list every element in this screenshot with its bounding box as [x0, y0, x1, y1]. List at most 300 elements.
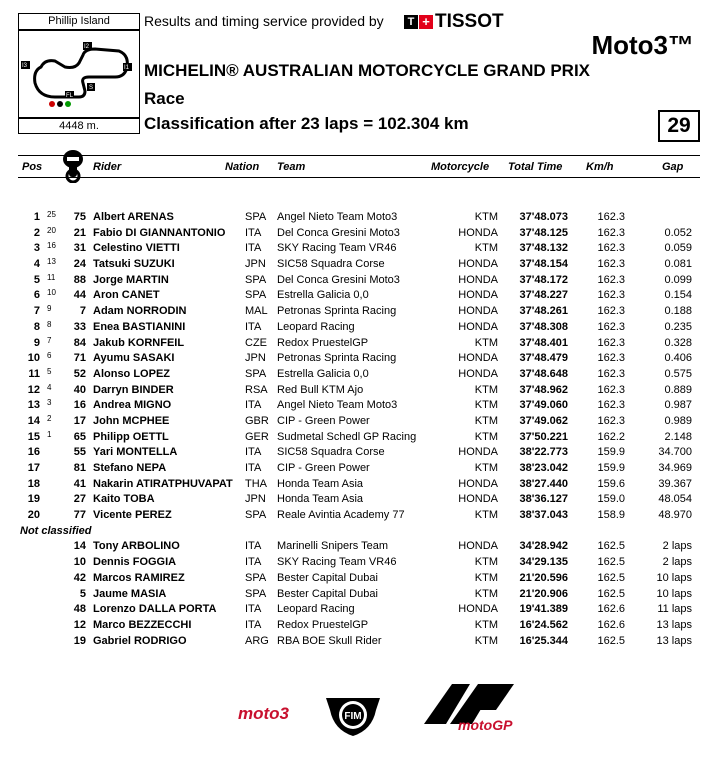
total-time: 34'29.135: [519, 556, 568, 569]
col-kmh: Km/h: [586, 161, 614, 173]
rider-number: 24: [73, 258, 86, 271]
team: Red Bull KTM Ajo: [277, 383, 364, 396]
motorcycle: HONDA: [458, 493, 498, 506]
nation: ARG: [245, 634, 269, 647]
position: 12: [27, 383, 40, 396]
total-time: 37'49.060: [519, 399, 568, 412]
speed-kmh: 162.3: [597, 399, 625, 412]
sector-i3-label: I3: [22, 63, 28, 69]
speed-kmh: 162.2: [597, 430, 625, 443]
motorcycle: HONDA: [458, 367, 498, 380]
total-time: 37'48.308: [519, 320, 568, 333]
rider-number: 27: [73, 493, 86, 506]
nation: JPN: [245, 352, 266, 365]
gap: 34.700: [658, 446, 692, 459]
position: 1: [33, 211, 40, 223]
sector-s-label: S: [89, 85, 94, 91]
grid-position: 9: [47, 304, 52, 314]
rider-number: 48: [73, 603, 86, 616]
speed-kmh: 162.3: [597, 414, 625, 427]
motorcycle: HONDA: [458, 477, 498, 490]
team: SKY Racing Team VR46: [277, 556, 397, 569]
nation: CZE: [245, 336, 267, 349]
table-row: [0, 588, 720, 604]
speed-kmh: 162.3: [597, 273, 625, 286]
col-gap: Gap: [662, 161, 684, 173]
rider-number: 44: [73, 289, 86, 302]
motorcycle: HONDA: [458, 540, 498, 553]
team: SIC58 Squadra Corse: [277, 446, 385, 459]
total-time: 38'27.440: [519, 477, 568, 490]
nation: SPA: [245, 587, 267, 600]
nation: ITA: [245, 462, 262, 474]
nation: SPA: [245, 273, 267, 286]
rider-number: 84: [73, 336, 86, 349]
speed-kmh: 159.0: [597, 493, 625, 506]
gap: 0.987: [664, 399, 692, 412]
rider-number: 77: [73, 509, 86, 522]
total-time: 37'48.073: [519, 211, 568, 223]
team: Marinelli Snipers Team: [277, 540, 389, 553]
grid-position: 25: [47, 210, 56, 219]
position: 20: [27, 509, 40, 522]
table-row: [0, 415, 720, 431]
rider-helmet-icon: [60, 149, 86, 188]
motorcycle: HONDA: [458, 352, 498, 365]
nation: ITA: [245, 446, 262, 459]
rider-name: Jaume MASIA: [93, 587, 167, 600]
team: Angel Nieto Team Moto3: [277, 399, 398, 412]
rider-number: 17: [73, 414, 86, 427]
gap: 34.969: [658, 462, 692, 474]
gap: 0.235: [664, 320, 692, 333]
gap: 39.367: [658, 477, 692, 490]
speed-kmh: 162.3: [597, 367, 625, 380]
nation: ITA: [245, 540, 262, 553]
motorcycle: KTM: [474, 618, 498, 631]
motorcycle: KTM: [474, 211, 498, 223]
nation: ITA: [245, 603, 262, 616]
team: Estrella Galicia 0,0: [277, 367, 369, 380]
rider-name: Philipp OETTL: [93, 430, 169, 443]
speed-kmh: 162.5: [597, 571, 625, 584]
team: Leopard Racing: [277, 320, 355, 333]
motorcycle: HONDA: [458, 603, 498, 616]
team: Petronas Sprinta Racing: [277, 352, 397, 365]
motorcycle: HONDA: [458, 258, 498, 271]
rider-number: 40: [73, 383, 86, 396]
table-row: [0, 321, 720, 337]
motorcycle: HONDA: [458, 289, 498, 302]
table-row: [0, 289, 720, 305]
table-row: [0, 352, 720, 368]
motorcycle: KTM: [474, 634, 498, 647]
rider-name: Jakub KORNFEIL: [93, 336, 185, 349]
page-number-box: 29: [658, 110, 700, 142]
total-time: 37'50.221: [519, 430, 568, 443]
tissot-logo: T + TISSOT: [404, 12, 504, 32]
grid-position: 10: [47, 288, 56, 298]
table-row: [0, 258, 720, 274]
motorcycle: HONDA: [458, 226, 498, 239]
session-title: Race: [144, 89, 185, 108]
grid-position: 8: [47, 319, 52, 329]
position: 4: [33, 258, 40, 271]
table-row: [0, 446, 720, 462]
table-row: [0, 399, 720, 415]
gap: 0.081: [664, 258, 692, 271]
table-row: [0, 493, 720, 509]
col-rider: Rider: [93, 161, 122, 173]
rider-name: Andrea MIGNO: [93, 399, 172, 412]
rider-name: Marco BEZZECCHI: [93, 618, 192, 631]
position: 11: [28, 367, 40, 380]
rider-number: 33: [73, 320, 86, 333]
motorcycle: HONDA: [458, 320, 498, 333]
position: 3: [33, 242, 40, 255]
track-length: 4448 m.: [18, 118, 140, 134]
table-row: [0, 337, 720, 353]
nation: ITA: [245, 399, 262, 412]
col-motorcycle: Motorcycle: [431, 161, 490, 173]
fim-logo: [322, 690, 384, 745]
not-classified-label: Not classified: [20, 524, 92, 537]
nation: ITA: [245, 618, 262, 631]
gap: 2 laps: [662, 556, 692, 569]
team: Honda Team Asia: [277, 493, 364, 506]
total-time: 38'22.773: [519, 446, 568, 459]
position: 15: [27, 430, 40, 443]
gap: 0.188: [664, 305, 692, 318]
not-classified-row: [0, 525, 720, 541]
speed-kmh: 162.3: [597, 289, 625, 302]
rider-number: 52: [73, 367, 86, 380]
grid-position: 11: [47, 272, 56, 282]
table-row: [0, 635, 720, 651]
gap: 11 laps: [657, 603, 692, 616]
rider-name: Adam NORRODIN: [93, 305, 187, 318]
gap: 0.889: [664, 383, 692, 396]
rider-number: 42: [73, 571, 86, 584]
gap: 2 laps: [662, 540, 692, 553]
team: Redox PruestelGP: [277, 336, 369, 349]
team: SKY Racing Team VR46: [277, 242, 397, 255]
table-row: [0, 384, 720, 400]
grid-position: 7: [47, 335, 52, 345]
rider-number: 65: [73, 430, 86, 443]
table-row: [0, 431, 720, 447]
rider-name: Lorenzo DALLA PORTA: [93, 603, 217, 616]
gap: 0.328: [664, 336, 692, 349]
gap: 10 laps: [656, 571, 692, 584]
position: 16: [27, 446, 40, 459]
motorcycle: KTM: [474, 509, 498, 522]
grid-position: 13: [47, 257, 56, 267]
nation: JPN: [245, 258, 266, 271]
nation: ITA: [245, 242, 262, 255]
rider-number: 88: [73, 273, 86, 286]
total-time: 37'48.227: [519, 289, 568, 302]
speed-kmh: 162.5: [597, 540, 625, 553]
motorcycle: KTM: [474, 383, 498, 396]
rider-name: John MCPHEE: [93, 414, 170, 427]
motorcycle: HONDA: [458, 273, 498, 286]
grid-position: 20: [47, 225, 56, 235]
team: CIP - Green Power: [277, 414, 370, 427]
rider-number: 55: [73, 446, 86, 459]
provided-by-text: Results and timing service provided by: [144, 13, 384, 29]
gap: 48.970: [658, 509, 692, 522]
total-time: 34'28.942: [519, 540, 568, 553]
speed-kmh: 162.3: [597, 320, 625, 333]
team: Estrella Galicia 0,0: [277, 289, 369, 302]
nation: RSA: [245, 383, 268, 396]
team: Leopard Racing: [277, 603, 355, 616]
table-row: [0, 462, 720, 478]
rider-name: Stefano NEPA: [93, 462, 167, 474]
speed-kmh: 162.6: [597, 603, 625, 616]
rider-number: 19: [73, 634, 86, 647]
position: 14: [27, 414, 40, 427]
rider-name: Celestino VIETTI: [93, 242, 180, 255]
rider-number: 21: [73, 226, 86, 239]
total-time: 37'49.062: [519, 414, 568, 427]
nation: ITA: [245, 556, 262, 569]
rider-number: 12: [73, 618, 86, 631]
motorcycle: KTM: [474, 414, 498, 427]
speed-kmh: 159.9: [597, 462, 625, 474]
class-title: Moto3™: [591, 30, 694, 60]
header-bottom-rule: [18, 177, 700, 178]
classification-title: Classification after 23 laps = 102.304 km: [144, 114, 469, 133]
speed-kmh: 162.3: [597, 242, 625, 255]
rider-name: Tatsuki SUZUKI: [93, 258, 175, 271]
total-time: 16'25.344: [519, 634, 568, 647]
gap: 2.148: [664, 430, 692, 443]
table-row: [0, 572, 720, 588]
speed-kmh: 162.3: [597, 383, 625, 396]
total-time: 37'48.132: [519, 242, 568, 255]
gap: 0.406: [664, 352, 692, 365]
grid-position: 6: [47, 351, 52, 361]
gap: 0.059: [664, 242, 692, 255]
rider-number: 81: [73, 462, 86, 474]
table-row: [0, 556, 720, 572]
motorcycle: KTM: [474, 587, 498, 600]
rider-name: Kaito TOBA: [93, 493, 155, 506]
grid-position: 1: [47, 429, 52, 439]
team: Honda Team Asia: [277, 477, 364, 490]
team: Petronas Sprinta Racing: [277, 305, 397, 318]
table-row: [0, 619, 720, 635]
speed-kmh: 162.6: [597, 618, 625, 631]
grid-position: 3: [47, 398, 52, 408]
team: RBA BOE Skull Rider: [277, 634, 382, 647]
motorcycle: KTM: [474, 399, 498, 412]
speed-kmh: 159.9: [597, 446, 625, 459]
rider-name: Aron CANET: [93, 289, 160, 302]
team: Del Conca Gresini Moto3: [277, 273, 400, 286]
nation: SPA: [245, 367, 267, 380]
nation: JPN: [245, 493, 266, 506]
rider-name: Dennis FOGGIA: [93, 556, 177, 569]
total-time: 37'48.172: [519, 273, 568, 286]
team: Sudmetal Schedl GP Racing: [277, 430, 417, 443]
table-row: [0, 368, 720, 384]
track-map: [18, 30, 140, 118]
rider-name: Yari MONTELLA: [93, 446, 178, 459]
table-row: [0, 242, 720, 258]
gap: 0.052: [664, 226, 692, 239]
grid-position: 4: [47, 382, 52, 392]
team: Bester Capital Dubai: [277, 571, 378, 584]
motogp-logo: [418, 680, 528, 743]
rider-name: Albert ARENAS: [93, 211, 174, 223]
position: 10: [27, 352, 40, 365]
motorcycle: KTM: [474, 462, 498, 474]
motorcycle: KTM: [474, 571, 498, 584]
position: 8: [33, 320, 40, 333]
total-time: 21'20.596: [519, 571, 568, 584]
total-time: 38'37.043: [519, 509, 568, 522]
rider-name: Gabriel RODRIGO: [93, 634, 187, 647]
motogp-logo-text: motoGP: [458, 717, 513, 733]
rider-name: Vicente PEREZ: [93, 509, 172, 522]
total-time: 37'48.154: [519, 258, 568, 271]
rider-name: Fabio DI GIANNANTONIO: [93, 226, 226, 239]
position: 6: [33, 289, 40, 302]
nation: THA: [245, 477, 267, 490]
col-nation: Nation: [225, 161, 260, 173]
position: 19: [27, 493, 40, 506]
motorcycle: KTM: [474, 430, 498, 443]
sector-i1-label: I1: [124, 65, 130, 71]
col-team: Team: [277, 161, 306, 173]
total-time: 38'36.127: [519, 493, 568, 506]
table-row: [0, 211, 720, 227]
nation: SPA: [245, 211, 267, 223]
results-table: [0, 211, 720, 650]
gap: 13 laps: [656, 634, 692, 647]
gap: 10 laps: [656, 587, 692, 600]
motorcycle: KTM: [474, 336, 498, 349]
header-top-rule: [18, 155, 700, 156]
table-row: [0, 603, 720, 619]
rider-number: 7: [79, 305, 86, 318]
speed-kmh: 162.3: [597, 305, 625, 318]
table-row: [0, 478, 720, 494]
sector-i2-label: I2: [84, 44, 90, 50]
speed-kmh: 162.5: [597, 587, 625, 600]
speed-kmh: 162.5: [597, 556, 625, 569]
team: SIC58 Squadra Corse: [277, 258, 385, 271]
total-time: 37'48.401: [519, 336, 568, 349]
gap: 0.575: [664, 367, 692, 380]
rider-name: Jorge MARTIN: [93, 273, 169, 286]
speed-kmh: 162.3: [597, 226, 625, 239]
grid-position: 5: [47, 366, 52, 376]
position: 18: [27, 477, 40, 490]
circuit-name: Phillip Island: [18, 13, 140, 30]
team: Reale Avintia Academy 77: [277, 509, 405, 522]
total-time: 38'23.042: [519, 462, 568, 474]
team: CIP - Green Power: [277, 462, 370, 474]
gap: 0.154: [664, 289, 692, 302]
speed-kmh: 158.9: [597, 509, 625, 522]
total-time: 16'24.562: [519, 618, 568, 631]
rider-name: Darryn BINDER: [93, 383, 174, 396]
gap: 0.989: [664, 414, 692, 427]
rider-number: 71: [73, 352, 86, 365]
col-total-time: Total Time: [508, 161, 563, 173]
speed-kmh: 162.3: [597, 258, 625, 271]
total-time: 37'48.479: [519, 352, 568, 365]
total-time: 37'48.125: [519, 226, 568, 239]
rider-number: 41: [73, 477, 86, 490]
motorcycle: KTM: [474, 556, 498, 569]
table-row: [0, 274, 720, 290]
speed-kmh: 159.6: [597, 477, 625, 490]
position: 17: [27, 462, 40, 474]
fim-logo-text: FIM: [344, 711, 362, 722]
nation: SPA: [245, 289, 267, 302]
gap: 13 laps: [656, 618, 692, 631]
rider-name: Enea BASTIANINI: [93, 320, 186, 333]
rider-number: 14: [73, 540, 86, 553]
nation: SPA: [245, 509, 267, 522]
total-time: 37'48.962: [519, 383, 568, 396]
grid-position: 16: [47, 241, 56, 251]
rider-number: 5: [79, 587, 86, 600]
nation: ITA: [245, 226, 262, 239]
rider-name: Ayumu SASAKI: [93, 352, 175, 365]
rider-number: 75: [73, 211, 86, 223]
total-time: 21'20.906: [519, 587, 568, 600]
position: 2: [33, 226, 40, 239]
event-title: MICHELIN® AUSTRALIAN MOTORCYCLE GRAND PRIX: [144, 61, 591, 80]
team: Del Conca Gresini Moto3: [277, 226, 400, 239]
col-pos: Pos: [22, 161, 43, 173]
table-row: [0, 227, 720, 243]
rider-name: Alonso LOPEZ: [93, 367, 170, 380]
position: 5: [33, 273, 40, 286]
grid-position: 2: [47, 413, 52, 423]
motorcycle: KTM: [474, 242, 498, 255]
nation: MAL: [245, 305, 268, 318]
nation: GBR: [245, 414, 269, 427]
rider-name: Marcos RAMIREZ: [93, 571, 185, 584]
nation: ITA: [245, 320, 262, 333]
gap: 48.054: [658, 493, 692, 506]
total-time: 37'48.648: [519, 367, 568, 380]
speed-kmh: 162.3: [597, 336, 625, 349]
speed-kmh: 162.3: [597, 211, 625, 223]
rider-name: Tony ARBOLINO: [93, 540, 180, 553]
position: 7: [33, 305, 40, 318]
nation: GER: [245, 430, 269, 443]
moto3-logo: moto3: [238, 704, 289, 723]
table-row: [0, 509, 720, 525]
motorcycle: HONDA: [458, 305, 498, 318]
table-row: [0, 540, 720, 556]
position: 9: [33, 336, 40, 349]
rider-number: 10: [73, 556, 86, 569]
total-time: 19'41.389: [519, 603, 568, 616]
total-time: 37'48.261: [519, 305, 568, 318]
rider-name: Nakarin ATIRATPHUVAPAT: [93, 477, 233, 490]
sector-fl-label: FL: [66, 93, 74, 99]
speed-kmh: 162.5: [597, 634, 625, 647]
